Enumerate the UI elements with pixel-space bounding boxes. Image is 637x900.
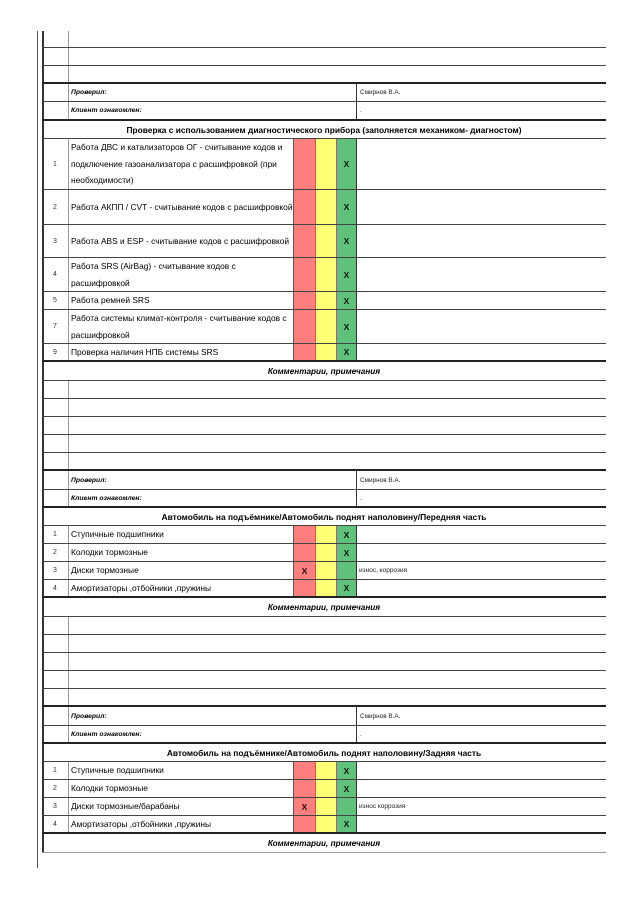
checklist-row <box>42 798 606 816</box>
checklist-row <box>42 562 606 580</box>
blank-row[interactable] <box>42 66 606 84</box>
client-acknowledged-value[interactable]: . <box>360 730 362 738</box>
checklist-row <box>42 292 606 310</box>
row-number: 3 <box>42 798 69 815</box>
comment-line[interactable] <box>42 399 606 417</box>
row-number: 3 <box>42 562 69 579</box>
status-yellow-cell[interactable] <box>315 526 336 543</box>
status-green-cell[interactable] <box>336 544 357 561</box>
checklist-row <box>42 544 606 562</box>
status-red-cell[interactable] <box>293 762 315 779</box>
comments-title: Комментарии, примечания <box>267 366 381 376</box>
item-note[interactable] <box>357 344 606 360</box>
red-mark: X <box>301 801 308 812</box>
blank-num-cell <box>42 48 69 65</box>
item-note[interactable] <box>357 225 606 257</box>
row-number: 4 <box>42 816 69 832</box>
blank-num-cell <box>42 689 69 705</box>
status-yellow-cell[interactable] <box>315 544 336 561</box>
status-green-cell[interactable] <box>336 762 357 779</box>
page-margin-line <box>37 31 38 868</box>
client-acknowledged-row <box>42 102 606 121</box>
item-note[interactable] <box>357 292 606 309</box>
green-mark: X <box>343 347 350 357</box>
status-yellow-cell[interactable] <box>315 580 336 596</box>
client-acknowledged-value[interactable]: . <box>360 107 362 114</box>
item-description: Амортизаторы ,отбойники ,пружины <box>71 818 212 829</box>
checklist-row <box>42 816 606 834</box>
item-description: Работа ремней SRS <box>71 295 150 306</box>
row-number: 1 <box>42 139 69 189</box>
item-note[interactable] <box>357 816 606 832</box>
client-acknowledged-label: Клиент ознакомлен: <box>69 490 357 506</box>
green-mark: X <box>343 819 350 829</box>
status-green-cell[interactable] <box>336 780 357 797</box>
row-number: 9 <box>42 344 69 360</box>
checked-by-value[interactable]: Смирнов В.А. <box>360 476 401 484</box>
comments-header <box>42 598 606 617</box>
checklist-row <box>42 225 606 258</box>
section-title: Автомобиль на подъёмнике/Автомобиль поднят наполовину/Передняя часть <box>161 511 487 522</box>
status-yellow-cell[interactable] <box>315 762 336 779</box>
checklist-row <box>42 310 606 344</box>
blank-row[interactable] <box>42 31 606 48</box>
comment-line[interactable] <box>42 381 606 399</box>
item-description: Амортизаторы ,отбойники ,пружины <box>71 582 212 593</box>
green-mark: X <box>343 783 350 794</box>
comments-title: Комментарии, примечания <box>267 602 381 612</box>
comment-line[interactable] <box>42 435 606 453</box>
client-acknowledged-label: Клиент ознакомлен: <box>69 102 357 119</box>
green-mark: X <box>343 321 350 332</box>
status-yellow-cell[interactable] <box>315 190 336 224</box>
status-red-cell[interactable] <box>293 526 315 543</box>
item-note[interactable] <box>357 310 606 343</box>
green-mark: X <box>343 547 350 558</box>
checked-by-value[interactable]: Смирнов В.А. <box>360 712 401 720</box>
status-green-cell[interactable] <box>336 580 357 596</box>
blank-num-cell <box>42 435 69 452</box>
blank-num-cell <box>42 84 69 101</box>
status-yellow-cell[interactable] <box>315 816 336 832</box>
row-number: 5 <box>42 292 69 309</box>
row-number: 1 <box>42 526 69 543</box>
item-description: Работа АКПП / CVT - считывание кодов с расшифровкой <box>71 201 293 212</box>
blank-num-cell <box>42 31 69 47</box>
status-green-cell[interactable] <box>336 816 357 832</box>
client-acknowledged-label: Клиент ознакомлен: <box>69 726 357 742</box>
blank-row[interactable] <box>42 48 606 66</box>
comment-line[interactable] <box>42 453 606 471</box>
status-red-cell[interactable] <box>293 816 315 832</box>
status-red-cell[interactable] <box>293 139 315 189</box>
green-mark: X <box>343 295 350 306</box>
checked-by-label: Проверил: <box>69 471 357 489</box>
red-mark: X <box>301 565 308 576</box>
checklist-row <box>42 580 606 598</box>
item-note[interactable]: износ коррозия <box>359 803 406 810</box>
item-note[interactable] <box>357 762 606 779</box>
status-yellow-cell[interactable] <box>315 258 336 291</box>
status-green-cell[interactable] <box>336 258 357 291</box>
checklist-row <box>42 258 606 292</box>
blank-num-cell <box>42 671 69 688</box>
status-red-cell[interactable] <box>293 580 315 596</box>
status-yellow-cell[interactable] <box>315 139 336 189</box>
status-green-cell[interactable] <box>336 292 357 309</box>
item-description: Диски тормозные <box>71 565 139 576</box>
status-red-cell[interactable] <box>293 258 315 291</box>
blank-num-cell <box>42 417 69 434</box>
blank-num-cell <box>42 102 69 119</box>
checked-by-value[interactable]: Смирнов В.А. <box>360 89 401 96</box>
status-yellow-cell[interactable] <box>315 562 336 579</box>
comment-line[interactable] <box>42 635 606 653</box>
row-number: 2 <box>42 190 69 224</box>
section-header <box>42 121 606 139</box>
client-acknowledged-value[interactable]: . <box>360 494 362 502</box>
comments-header <box>42 834 606 853</box>
checked-by-row <box>42 707 606 726</box>
status-yellow-cell[interactable] <box>315 780 336 797</box>
item-note[interactable] <box>357 190 606 224</box>
status-red-cell[interactable] <box>293 292 315 309</box>
item-note[interactable] <box>357 526 606 543</box>
checked-by-label: Проверил: <box>69 707 357 725</box>
checked-by-label: Проверил: <box>69 84 357 101</box>
blank-num-cell <box>42 399 69 416</box>
item-note[interactable] <box>357 580 606 596</box>
comment-line[interactable] <box>42 671 606 689</box>
status-red-cell[interactable] <box>293 780 315 797</box>
row-number: 4 <box>42 580 69 596</box>
status-yellow-cell[interactable] <box>315 292 336 309</box>
item-description: Проверка наличия НПБ системы SRS <box>71 346 219 357</box>
checklist-row <box>42 762 606 780</box>
section-title: Проверка с использованием диагностического прибора (заполняется механиком- диагностом) <box>126 124 522 135</box>
checked-by-row <box>42 471 606 490</box>
comments-header <box>42 362 606 381</box>
checklist-row <box>42 526 606 544</box>
status-red-cell[interactable] <box>293 310 315 343</box>
status-green-cell[interactable] <box>336 344 357 360</box>
row-number: 1 <box>42 762 69 779</box>
checklist-row <box>42 344 606 362</box>
status-red-cell[interactable] <box>293 190 315 224</box>
blank-num-cell <box>42 471 69 489</box>
item-note[interactable] <box>357 780 606 797</box>
status-red-cell[interactable] <box>293 544 315 561</box>
item-description: Работа SRS (AirBag) - считывание кодов с расшифровкой <box>71 261 236 288</box>
item-description: Ступичные подшипники <box>71 529 164 540</box>
status-green-cell[interactable] <box>336 310 357 343</box>
blank-num-cell <box>42 707 69 725</box>
item-description: Ступичные подшипники <box>71 765 164 776</box>
row-number: 2 <box>42 544 69 561</box>
item-description: Работа ABS и ESP - считывание кодов с расшифровкой <box>71 235 290 246</box>
green-mark: X <box>343 765 350 776</box>
green-mark: X <box>343 236 350 246</box>
item-note[interactable] <box>357 544 606 561</box>
item-note[interactable] <box>357 139 606 189</box>
section-title: Автомобиль на подъёмнике/Автомобиль поднят наполовину/Задняя часть <box>166 747 482 758</box>
status-red-cell[interactable] <box>293 344 315 360</box>
green-mark: X <box>343 159 350 169</box>
status-yellow-cell[interactable] <box>315 225 336 257</box>
green-mark: X <box>343 202 350 212</box>
item-description: Работа ДВС и катализаторов ОГ - считывание кодов и подключение газоанализатора с расшифровкой (при необходимости) <box>71 142 283 186</box>
client-acknowledged-row <box>42 726 606 744</box>
status-green-cell[interactable] <box>336 190 357 224</box>
status-yellow-cell[interactable] <box>315 310 336 343</box>
blank-num-cell <box>42 453 69 469</box>
checklist-row <box>42 780 606 798</box>
status-green-cell[interactable] <box>336 225 357 257</box>
status-green-cell[interactable] <box>336 562 357 579</box>
inspection-sheet <box>42 31 606 853</box>
section-header <box>42 508 606 526</box>
checklist-row <box>42 139 606 190</box>
comments-title: Комментарии, примечания <box>267 838 381 848</box>
blank-num-cell <box>42 66 69 82</box>
status-red-cell[interactable] <box>293 225 315 257</box>
row-number: 3 <box>42 225 69 257</box>
comment-line[interactable] <box>42 653 606 671</box>
item-description: Работа системы климат-контроля - считывание кодов с расшифровкой <box>71 313 287 340</box>
blank-num-cell <box>42 617 69 634</box>
row-number: 4 <box>42 258 69 291</box>
item-description: Колодки тормозные <box>71 547 148 558</box>
item-note[interactable]: износ, коррозия <box>359 567 408 574</box>
item-description: Диски тормозные/барабаны <box>71 801 180 812</box>
comment-line[interactable] <box>42 617 606 635</box>
status-green-cell[interactable] <box>336 526 357 543</box>
status-green-cell[interactable] <box>336 798 357 815</box>
comment-line[interactable] <box>42 417 606 435</box>
blank-num-cell <box>42 635 69 652</box>
status-yellow-cell[interactable] <box>315 344 336 360</box>
item-note[interactable] <box>357 258 606 291</box>
green-mark: X <box>343 269 350 280</box>
blank-num-cell <box>42 381 69 398</box>
row-number: 2 <box>42 780 69 797</box>
item-description: Колодки тормозные <box>71 783 148 794</box>
blank-num-cell <box>42 490 69 506</box>
status-red-cell[interactable] <box>293 562 315 579</box>
client-acknowledged-row <box>42 490 606 508</box>
blank-num-cell <box>42 726 69 742</box>
checklist-row <box>42 190 606 225</box>
status-green-cell[interactable] <box>336 139 357 189</box>
status-yellow-cell[interactable] <box>315 798 336 815</box>
status-red-cell[interactable] <box>293 798 315 815</box>
green-mark: X <box>343 529 350 540</box>
blank-num-cell <box>42 653 69 670</box>
green-mark: X <box>343 583 350 593</box>
row-number: 7 <box>42 310 69 343</box>
checked-by-row <box>42 84 606 102</box>
comment-line[interactable] <box>42 689 606 707</box>
section-header <box>42 744 606 762</box>
